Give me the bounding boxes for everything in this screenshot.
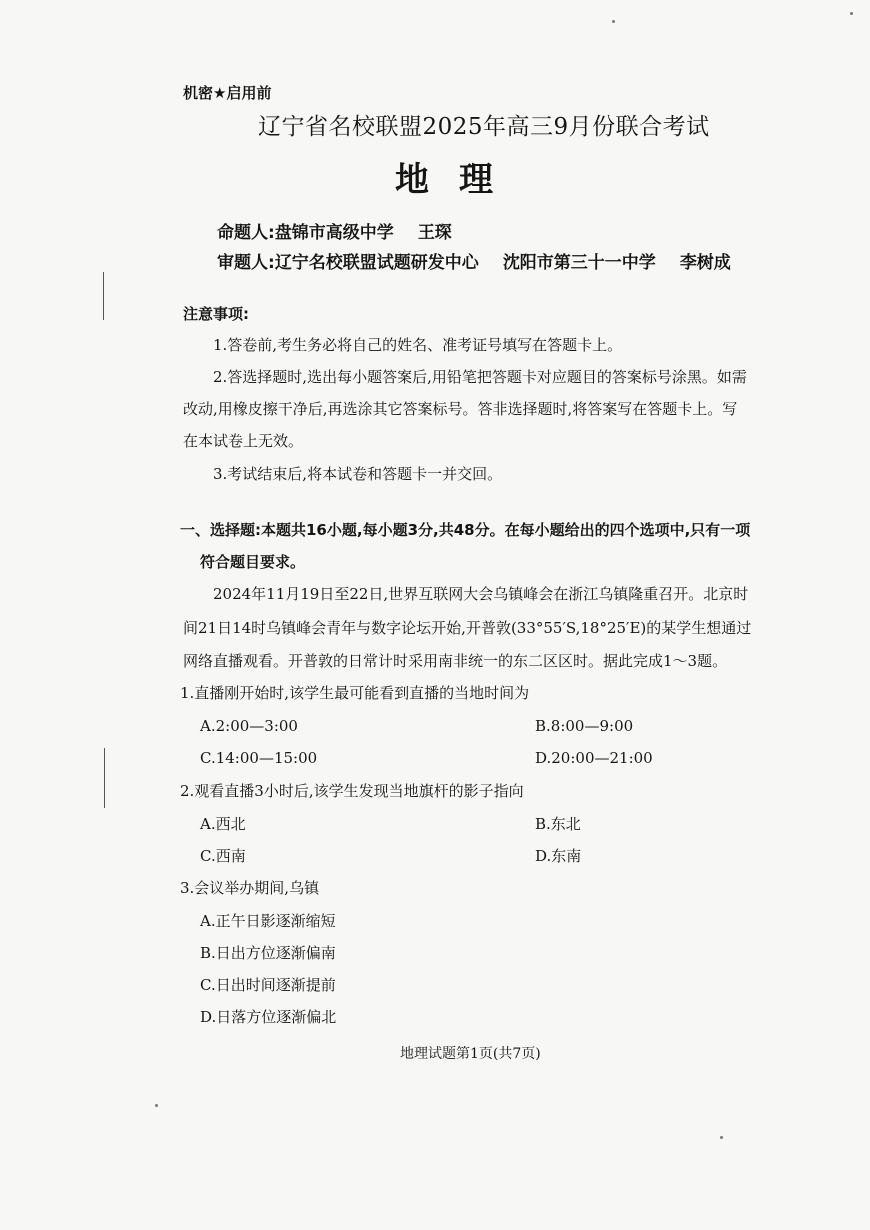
setter-line [217, 218, 452, 243]
notice-heading: 注意事项: [183, 305, 249, 323]
passage-line: 网络直播观看。开普敦的日常计时采用南非统一的东二区区时。据此完成1～3题。 [183, 652, 728, 670]
reviewer-name: 李树成 [679, 253, 731, 273]
notice-item: 在本试卷上无效。 [183, 432, 304, 450]
option-c[interactable]: C.14:00—15:00 [200, 749, 318, 767]
subject-title: 地理 [395, 160, 523, 200]
option-a[interactable]: A.正午日影逐渐缩短 [200, 912, 336, 930]
option-d[interactable]: D.20:00—21:00 [535, 749, 653, 767]
exam-title: 辽宁省名校联盟2025年高三9月份联合考试 [258, 114, 710, 140]
setter-school: 盘锦市高级中学 [274, 223, 394, 243]
notice-item: 2.答选择题时,选出每小题答案后,用铅笔把答题卡对应题目的答案标号涂黑。如需 [213, 368, 747, 386]
reviewer-school: 沈阳市第三十一中学 [502, 253, 656, 273]
scan-margin-mark [104, 748, 105, 808]
scan-margin-mark [103, 272, 104, 320]
setter-label: 命题人: [217, 223, 275, 243]
notice-item: 改动,用橡皮擦干净后,再选涂其它答案标号。答非选择题时,将答案写在答题卡上。写 [183, 400, 738, 418]
question-stem: 3.会议举办期间,乌镇 [180, 879, 320, 897]
option-b[interactable]: B.日出方位逐渐偏南 [200, 944, 336, 962]
option-c[interactable]: C.日出时间逐渐提前 [200, 976, 336, 994]
scan-speck [155, 1104, 158, 1107]
reviewer-line [217, 248, 731, 273]
scan-speck [720, 1136, 723, 1139]
section-title-cont: 符合题目要求。 [200, 553, 306, 571]
question-stem: 1.直播刚开始时,该学生最可能看到直播的当地时间为 [180, 684, 530, 702]
question-stem: 2.观看直播3小时后,该学生发现当地旗杆的影子指向 [180, 782, 524, 800]
option-b[interactable]: B.东北 [535, 815, 581, 833]
section-title: 一、选择题:本题共16小题,每小题3分,共48分。在每小题给出的四个选项中,只有一项 [180, 521, 751, 539]
option-a[interactable]: A.西北 [200, 815, 246, 833]
option-a[interactable]: A.2:00—3:00 [200, 717, 298, 735]
scan-speck [612, 20, 615, 23]
passage-line: 2024年11月19日至22日,世界互联网大会乌镇峰会在浙江乌镇隆重召开。北京时 [213, 585, 749, 603]
option-d[interactable]: D.日落方位逐渐偏北 [200, 1008, 337, 1026]
option-d[interactable]: D.东南 [535, 847, 582, 865]
notice-item: 3.考试结束后,将本试卷和答题卡一并交回。 [213, 465, 503, 483]
option-c[interactable]: C.西南 [200, 847, 246, 865]
passage-line: 间21日14时乌镇峰会青年与数字论坛开始,开普敦(33°55′S,18°25′E)的某学生想通过 [183, 619, 752, 637]
notice-item: 1.答卷前,考生务必将自己的姓名、准考证号填写在答题卡上。 [213, 336, 623, 354]
reviewer-label: 审题人: [217, 253, 275, 273]
option-b[interactable]: B.8:00—9:00 [535, 717, 634, 735]
reviewer-org: 辽宁名校联盟试题研发中心 [274, 253, 479, 273]
confidential-label: 机密★启用前 [183, 84, 272, 102]
scan-speck [850, 12, 853, 15]
page-footer: 地理试题第1页(共7页) [400, 1046, 541, 1062]
setter-name: 王琛 [417, 223, 452, 243]
